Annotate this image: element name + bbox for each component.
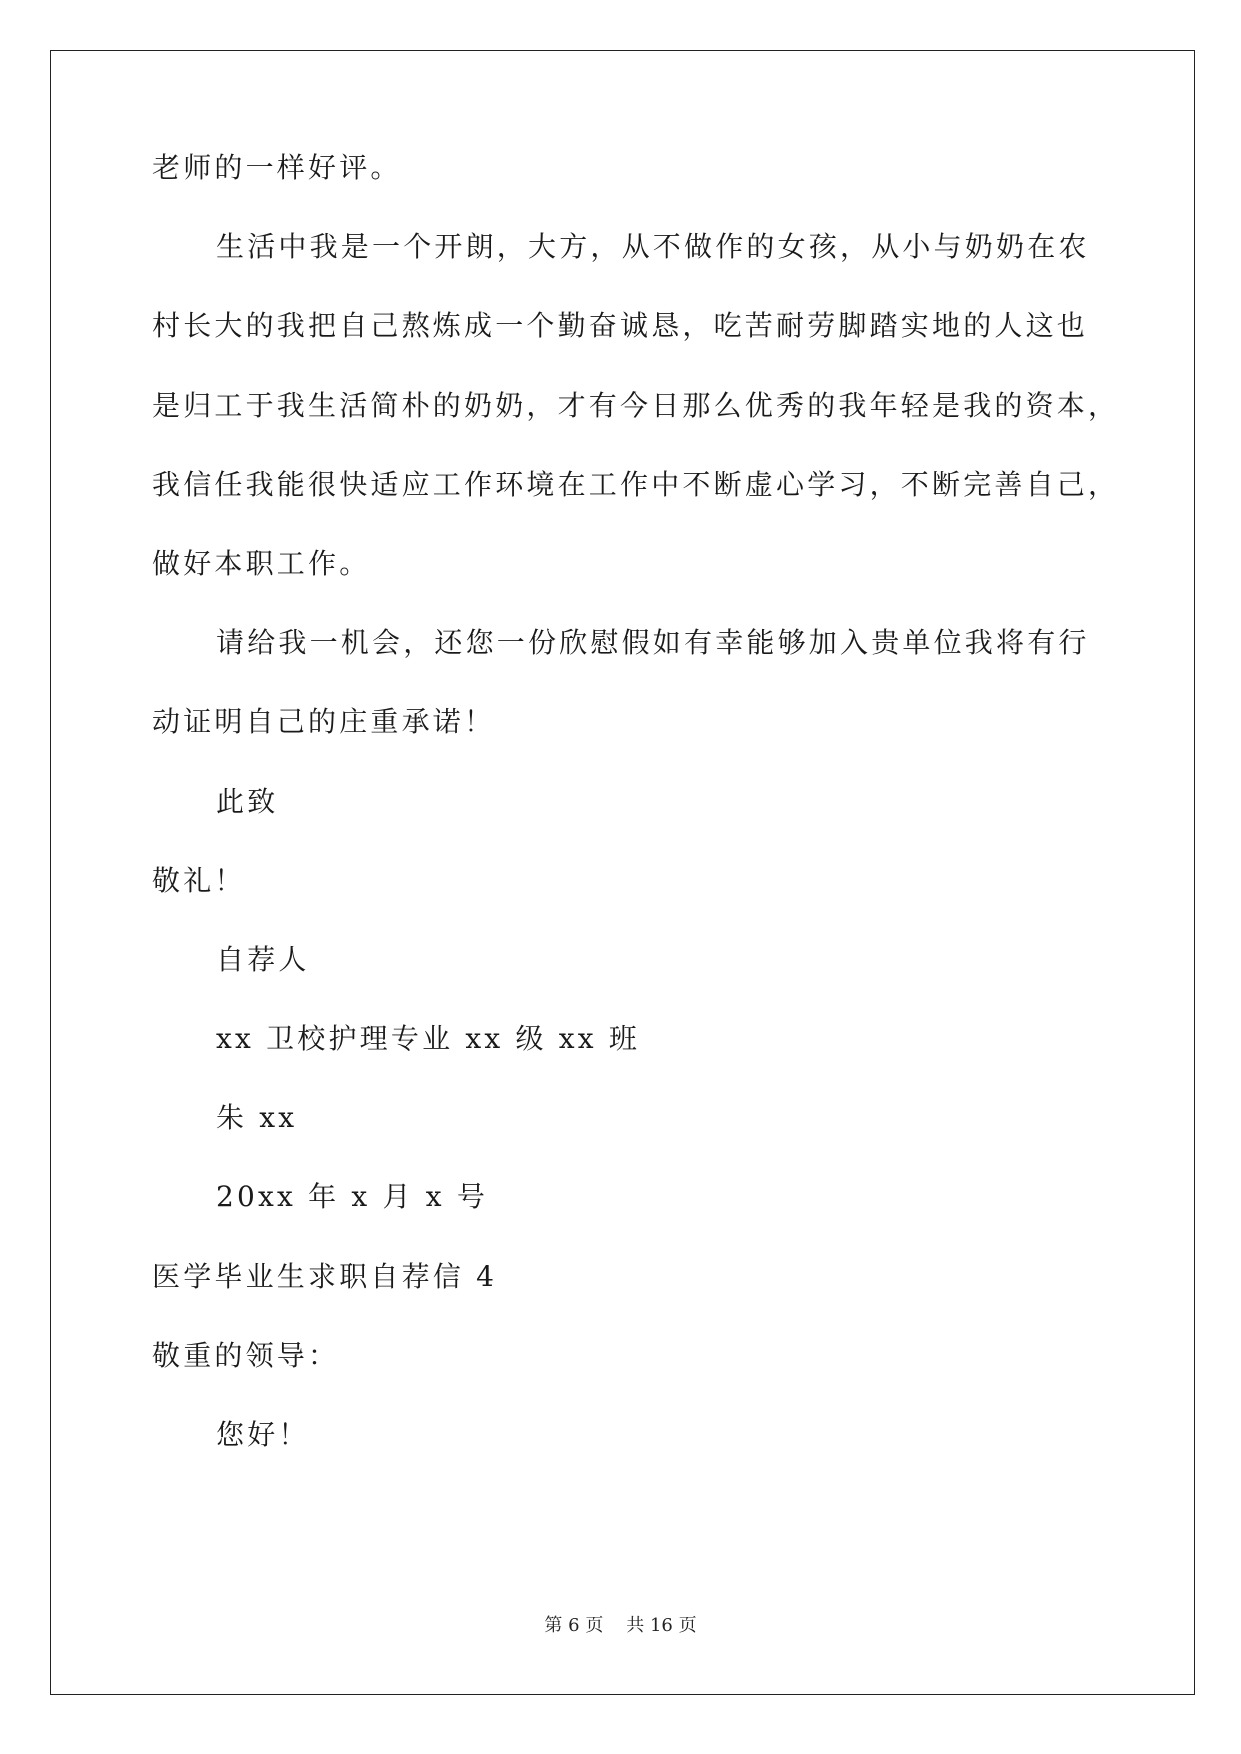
document-body — [152, 151, 1120, 1498]
text-line: 动证明自己的庄重承诺！ — [152, 705, 496, 739]
text-line: 老师的一样好评。 — [152, 151, 402, 184]
section-heading: 医学毕业生求职自荐信 4 — [152, 1259, 498, 1293]
page-number: 第 6 页 — [544, 1615, 604, 1636]
text-line: 做好本职工作。 — [152, 546, 371, 580]
signature-class: xx 卫校护理专业 xx 级 xx 班 — [216, 1022, 641, 1056]
greeting: 您好！ — [216, 1418, 310, 1451]
signature-date: 20xx 年 x 月 x 号 — [216, 1180, 489, 1214]
text-line: 村长大的我把自己熬炼成一个勤奋诚恳，吃苦耐劳脚踏实地的人这也 — [152, 309, 1089, 343]
page-total: 共 16 页 — [626, 1615, 697, 1636]
closing-salutation: 此致 — [216, 784, 279, 818]
text-line: 是归工于我生活简朴的奶奶，才有今日那么优秀的我年轻是我的资本， — [152, 388, 1120, 422]
text-line: 我信任我能很快适应工作环境在工作中不断虚心学习，不断完善自己， — [152, 467, 1120, 501]
page-footer — [0, 1615, 1241, 1637]
signature-label: 自荐人 — [216, 942, 310, 976]
signature-name: 朱 xx — [216, 1101, 298, 1135]
greeting-addressee: 敬重的领导： — [152, 1338, 340, 1372]
closing-respect: 敬礼！ — [152, 863, 246, 897]
text-line: 生活中我是一个开朗，大方，从不做作的女孩，从小与奶奶在农 — [216, 230, 1090, 264]
text-line: 请给我一机会，还您一份欣慰假如有幸能够加入贵单位我将有行 — [216, 626, 1090, 660]
